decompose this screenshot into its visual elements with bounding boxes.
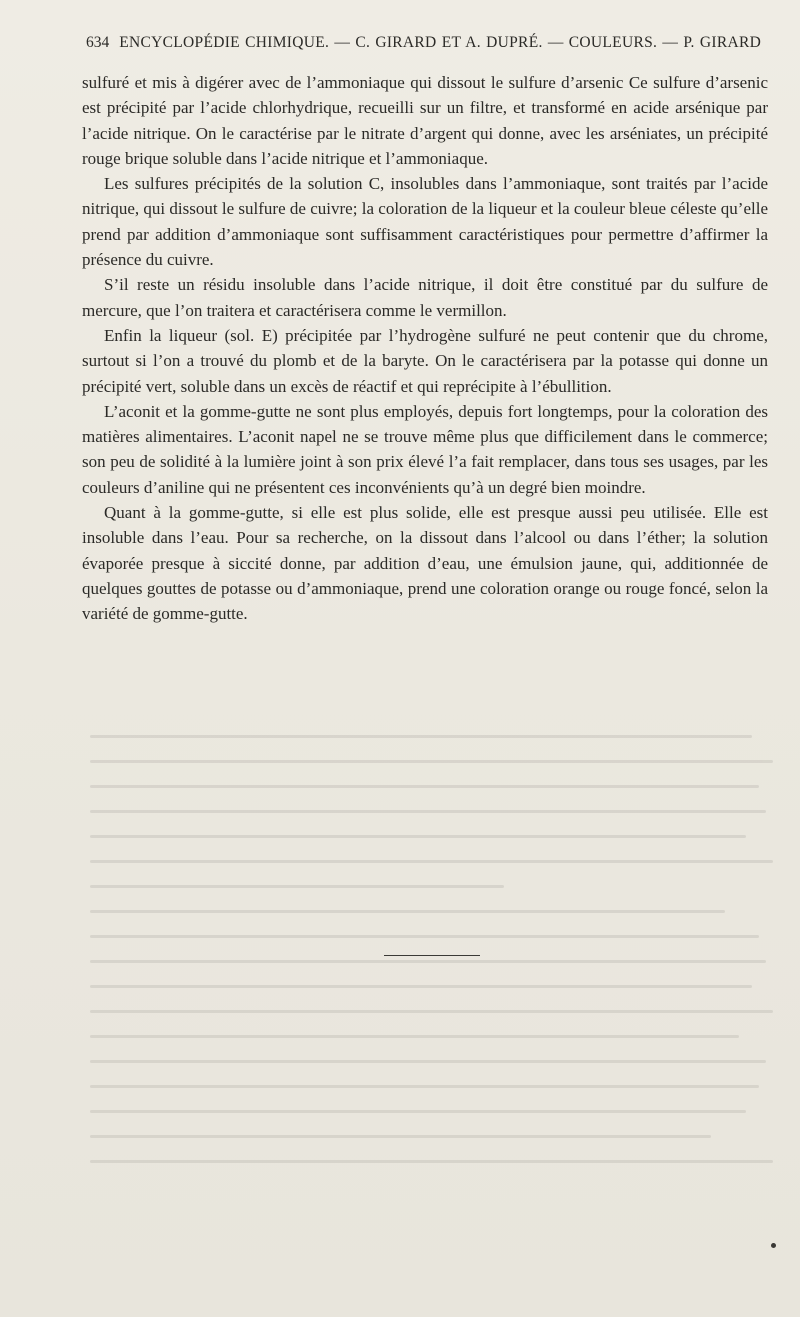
- bleed-through-text: [90, 735, 780, 1205]
- paragraph-gomme-gutte: Quant à la gomme-gutte, si elle est plus solide, elle est presque aussi peu utilisée. Elle est insoluble dans l’eau. Pour sa recherche, on la dissout dans l’alcool ou dans l’éther; la solution évaporée presque à siccité donne, par addition d’eau, une émulsion jaune, qui, additionnée de quelques gouttes de potasse ou d’ammoniaque, prend une coloration orange ou rouge foncé, selon la variété de gomme-gutte.: [82, 503, 768, 624]
- paragraph-arsenic: sulfuré et mis à digérer avec de l’ammoniaque qui dissout le sulfure d’arsenic Ce sulfure d’arsenic est précipité par l’acide chlorhydrique, recueilli sur un filtre, et transformé en acide arsénique par l’acide nitrique. On le caractérise par le nitrate d’argent qui donne, avec les arséniates, un précipité rouge brique soluble dans l’acide nitrique et l’ammoniaque.: [82, 73, 768, 168]
- paragraph-chrome: Enfin la liqueur (sol. E) précipitée par l’hydrogène sulfuré ne peut contenir que du chrome, surtout si l’on a trouvé du plomb et de la baryte. On le caractérisera par la potasse qui donne un précipité vert, soluble dans un excès de réactif et qui reprécipite à l’ébullition.: [82, 325, 768, 396]
- paragraph-cuivre: Les sulfures précipités de la solution C, insolubles dans l’ammoniaque, sont traités par l’acide nitrique, qui dissout le sulfure de cuivre; la coloration de la liqueur et la couleur bleue céleste qu’elle prend par addition d’ammoniaque sont suffisamment caractéristiques pour permettre d’affirmer la présence du cuivre.: [82, 174, 768, 270]
- paragraph-aconit: L’aconit et la gomme-gutte ne sont plus employés, depuis fort longtemps, pour la coloration des matières alimentaires. L’aconit napel ne se trouve même plus que difficilement dans le commerce; son peu de solidité à la lumière joint à son prix élevé l’a fait remplacer, dans tous ses usages, par les couleurs d’aniline qui ne présentent ces inconvénients qu’à un degré bien moindre.: [82, 401, 768, 497]
- paper-speck: [771, 1243, 776, 1248]
- running-title: ENCYCLOPÉDIE CHIMIQUE. — C. GIRARD ET A. DUPRÉ. — COULEURS. — P. GIRARD: [119, 34, 762, 51]
- section-divider: [384, 955, 480, 956]
- running-header: [86, 34, 780, 52]
- page-number: 634: [86, 34, 110, 51]
- body-text: [82, 70, 768, 627]
- paragraph-mercure: S’il reste un résidu insoluble dans l’acide nitrique, il doit être constitué par du sulfure de mercure, que l’on traitera et caractérisera comme le vermillon.: [82, 275, 768, 320]
